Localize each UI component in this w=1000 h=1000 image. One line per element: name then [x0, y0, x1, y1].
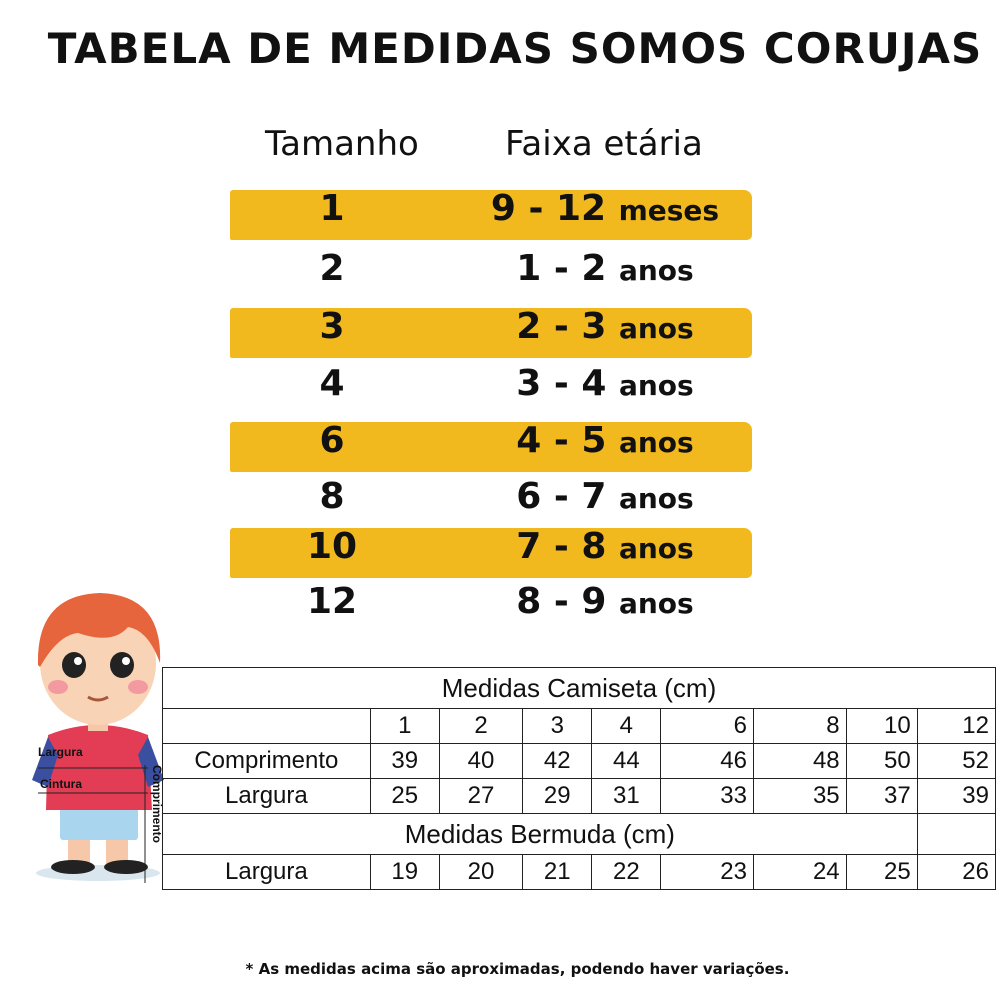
size-value: 2	[319, 248, 345, 289]
measure-cell: 50	[846, 744, 917, 779]
size-column-header: Tamanho	[265, 124, 419, 164]
age-range	[470, 188, 740, 229]
measure-cell: 22	[592, 855, 661, 890]
age-range-value: 7 - 8	[516, 526, 607, 567]
measure-cell: 23	[661, 855, 754, 890]
size-row	[0, 363, 1000, 419]
measure-cell: 48	[754, 744, 847, 779]
measure-cell: 42	[523, 744, 592, 779]
age-range	[470, 363, 740, 404]
age-range	[470, 306, 740, 347]
size-row	[0, 526, 1000, 582]
measure-cell: 26	[917, 855, 995, 890]
measure-cell: 25	[846, 855, 917, 890]
blank-cell	[163, 709, 371, 744]
size-row	[0, 420, 1000, 476]
measurements-table	[162, 667, 996, 890]
measure-cell: 29	[523, 779, 592, 814]
age-range	[470, 420, 740, 461]
size-row	[0, 476, 1000, 532]
age-unit: anos	[618, 369, 694, 402]
size-header-cell: 3	[523, 709, 592, 744]
label-comprimento: Comprimento	[150, 765, 164, 843]
shorts	[60, 805, 138, 840]
size-row	[0, 248, 1000, 304]
age-range-value: 3 - 4	[516, 363, 607, 404]
measure-cell: 20	[439, 855, 522, 890]
shorts-row	[163, 855, 996, 890]
size-value: 6	[319, 420, 345, 461]
age-range-value: 2 - 3	[516, 306, 607, 347]
size-row	[0, 306, 1000, 362]
size-value: 3	[319, 306, 345, 347]
row-label: Largura	[163, 855, 371, 890]
age-unit: anos	[618, 426, 694, 459]
size-header-cell: 6	[661, 709, 754, 744]
age-range	[470, 248, 740, 289]
size-header-cell: 8	[754, 709, 847, 744]
size-header-row	[163, 709, 996, 744]
shirt-caption-row	[163, 668, 996, 709]
measure-cell: 19	[370, 855, 439, 890]
age-range	[470, 476, 740, 517]
size-row	[0, 188, 1000, 244]
size-value: 8	[319, 476, 345, 517]
measure-cell: 27	[439, 779, 522, 814]
size-header-cell: 12	[917, 709, 995, 744]
shirt-caption: Medidas Camiseta (cm)	[163, 668, 996, 709]
shirt-row	[163, 744, 996, 779]
measure-cell: 52	[917, 744, 995, 779]
measure-cell: 39	[917, 779, 995, 814]
shirt-row	[163, 779, 996, 814]
measure-cell: 33	[661, 779, 754, 814]
age-unit: anos	[618, 312, 694, 345]
age-column-header: Faixa etária	[505, 124, 703, 164]
age-range-value: 8 - 9	[516, 581, 607, 622]
age-range	[470, 526, 740, 567]
age-range-value: 1 - 2	[516, 248, 607, 289]
age-unit: anos	[618, 482, 694, 515]
size-header-cell: 4	[592, 709, 661, 744]
measure-cell: 39	[370, 744, 439, 779]
size-value: 12	[306, 581, 358, 622]
measure-cell: 25	[370, 779, 439, 814]
age-range	[470, 581, 740, 622]
measure-cell: 46	[661, 744, 754, 779]
measure-cell: 37	[846, 779, 917, 814]
blank-cell	[917, 814, 995, 855]
shorts-caption-row	[163, 814, 996, 855]
age-unit: anos	[618, 532, 694, 565]
age-unit: anos	[618, 254, 694, 287]
size-value: 4	[319, 363, 345, 404]
age-unit: meses	[618, 194, 720, 227]
size-value: 10	[306, 526, 358, 567]
age-range-value: 6 - 7	[516, 476, 607, 517]
size-header-cell: 1	[370, 709, 439, 744]
age-unit: anos	[618, 587, 694, 620]
size-header-cell: 10	[846, 709, 917, 744]
age-range-value: 9 - 12	[490, 188, 607, 229]
measure-cell: 31	[592, 779, 661, 814]
child-illustration	[18, 575, 168, 885]
footnote: * As medidas acima são aproximadas, podendo haver variações.	[245, 960, 790, 978]
age-range-value: 4 - 5	[516, 420, 607, 461]
size-header-cell: 2	[439, 709, 522, 744]
measure-cell: 24	[754, 855, 847, 890]
size-value: 1	[319, 188, 345, 229]
label-cintura: Cintura	[40, 777, 82, 791]
row-label: Largura	[163, 779, 371, 814]
measure-cell: 21	[523, 855, 592, 890]
label-largura: Largura	[38, 745, 83, 759]
measure-cell: 35	[754, 779, 847, 814]
page-title: TABELA DE MEDIDAS SOMOS CORUJAS	[47, 24, 983, 73]
measure-cell: 40	[439, 744, 522, 779]
shorts-caption: Medidas Bermuda (cm)	[163, 814, 918, 855]
measure-cell: 44	[592, 744, 661, 779]
row-label: Comprimento	[163, 744, 371, 779]
